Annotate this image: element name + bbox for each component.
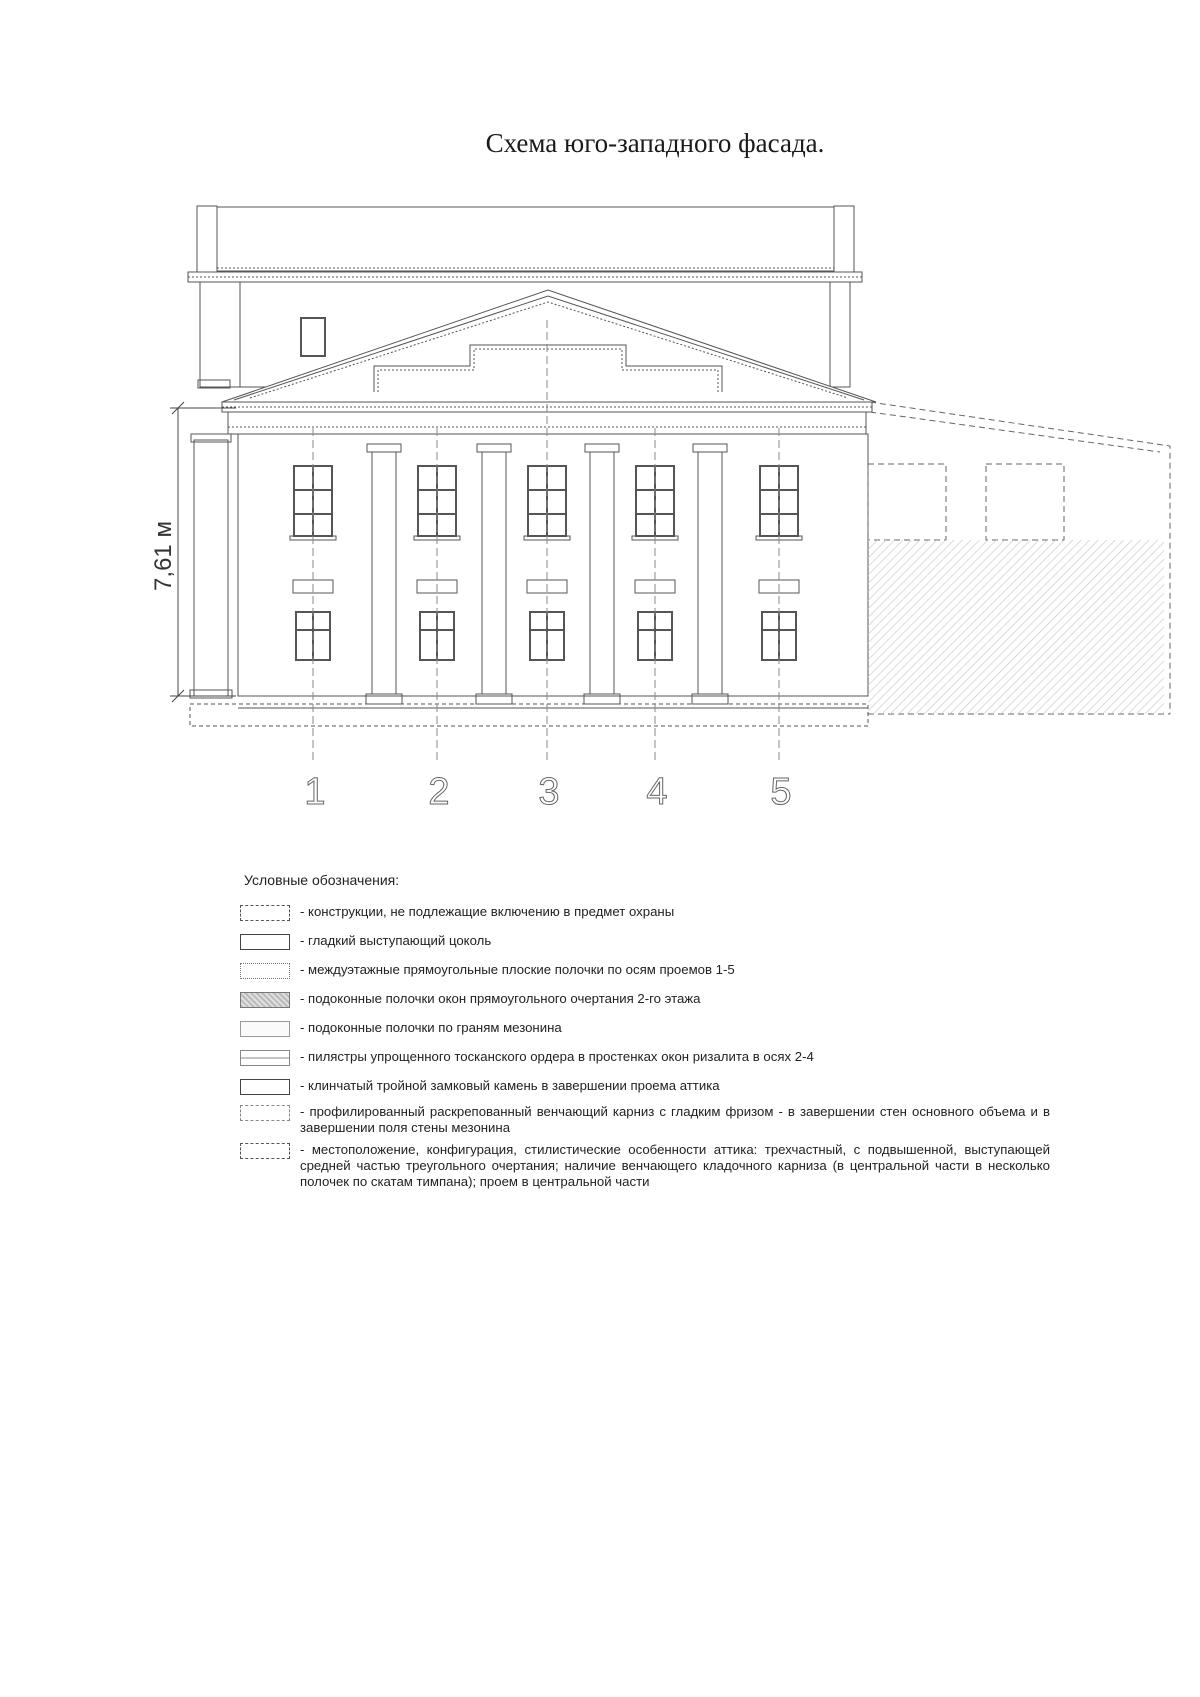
axis-label: 2 xyxy=(428,771,450,813)
chimney-left xyxy=(197,206,217,272)
legend-swatch xyxy=(240,934,290,950)
legend-swatch xyxy=(240,1105,290,1121)
axis-label: 5 xyxy=(770,771,792,813)
legend-swatch xyxy=(240,963,290,979)
legend-swatch xyxy=(240,1050,290,1066)
axis-label: 4 xyxy=(646,771,668,813)
pediment xyxy=(222,290,876,402)
page-title: Схема юго-западного фасада. xyxy=(485,128,825,158)
legend-item xyxy=(240,1078,1050,1095)
axis-label: 3 xyxy=(538,771,560,813)
legend-text: - профилированный раскрепованный венчающий карниз с гладким фризом - в завершении стен основного объема и в завершении поля стены мезонина xyxy=(300,1104,1050,1135)
legend-swatch xyxy=(240,1079,290,1095)
legend-swatch xyxy=(240,992,290,1008)
legend-text: - местоположение, конфигурация, стилистические особенности аттика: трехчастный, с подвышенной, выступающей средней частью треугольного очертания; наличие венчающего кладочного карниза (в центральной части в несколько полочек по скатам тимпана); проем в центральной части xyxy=(300,1142,1050,1189)
legend-text: - пилястры упрощенного тосканского ордера в простенках окон ризалита в осях 2-4 xyxy=(300,1049,814,1064)
legend-item xyxy=(240,1020,1050,1037)
dimension-label: 7,61 м xyxy=(150,521,177,591)
legend-heading: Условные обозначения: xyxy=(244,872,400,888)
legend-swatch xyxy=(240,1021,290,1037)
legend-item xyxy=(240,933,1050,950)
legend-swatch xyxy=(240,905,290,921)
legend-item xyxy=(240,1142,1050,1190)
legend-item xyxy=(240,1104,1050,1136)
legend-item xyxy=(240,1049,1050,1066)
legend-text: - клинчатый тройной замковый камень в завершении проема аттика xyxy=(300,1078,720,1093)
legend-item xyxy=(240,962,1050,979)
chimney-right xyxy=(834,206,854,272)
legend-text: - междуэтажные прямоугольные плоские полочки по осям проемов 1-5 xyxy=(300,962,735,977)
legend-text: - гладкий выступающий цоколь xyxy=(300,933,492,948)
mezzanine-roof xyxy=(217,207,834,271)
axis-label: 1 xyxy=(304,771,326,813)
dimension-line xyxy=(170,402,236,702)
legend-item xyxy=(240,904,1050,921)
legend-text: - конструкции, не подлежащие включению в предмет охраны xyxy=(300,904,675,919)
legend-text: - подоконные полочки окон прямоугольного очертания 2-го этажа xyxy=(300,991,701,1006)
legend-item xyxy=(240,991,1050,1008)
legend-swatch xyxy=(240,1143,290,1159)
legend-text: - подоконные полочки по граням мезонина xyxy=(300,1020,562,1035)
mezzanine-window xyxy=(301,318,325,356)
plinth xyxy=(190,704,868,726)
